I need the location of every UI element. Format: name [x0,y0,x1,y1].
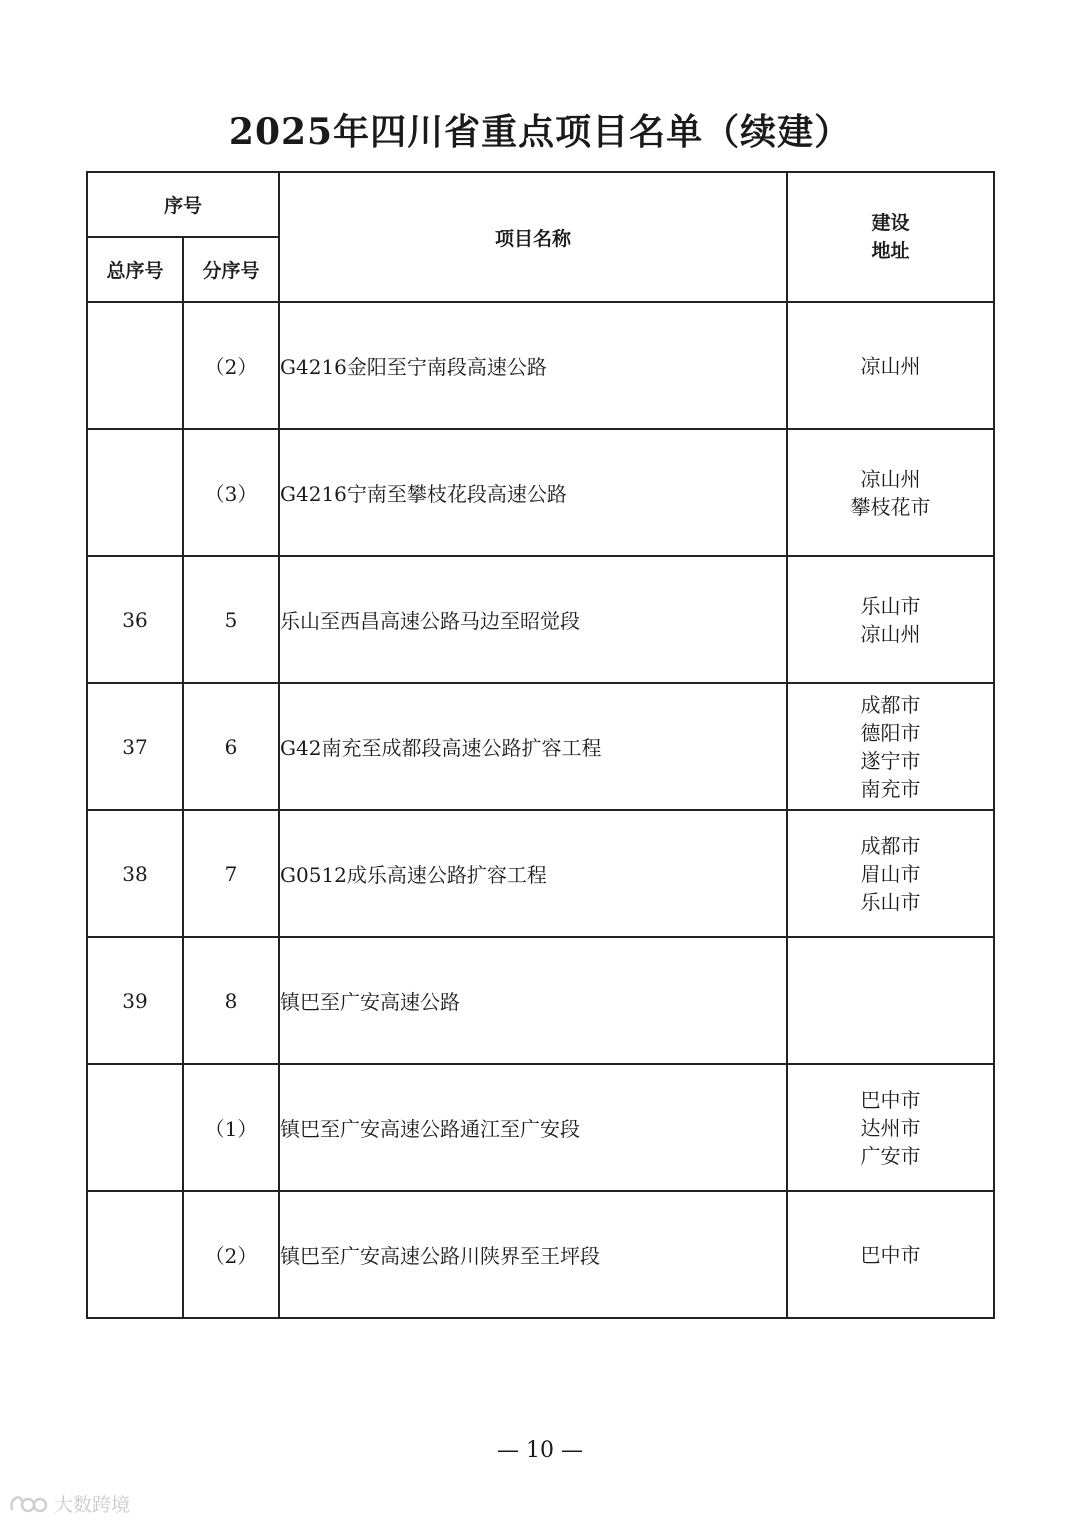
location-cell [787,683,994,810]
location-item: 成都市 [860,833,921,858]
header-location-line2: 地址 [871,240,910,262]
header-location-line1: 建设 [871,212,910,234]
project-name-cell: G42南充至成都段高速公路扩容工程 [279,683,787,810]
location-item: 南充市 [860,776,921,801]
total-seq-cell [87,1191,183,1318]
project-name-cell: 镇巴至广安高速公路通江至广安段 [279,1064,787,1191]
sub-seq-cell: （2） [183,302,279,429]
header-location [787,172,994,302]
watermark-logo-icon [8,1493,48,1515]
table-row [87,1064,994,1191]
location-cell [787,810,994,937]
location-item: 凉山州 [860,353,921,378]
sub-seq-cell: 8 [183,937,279,1064]
table-row [87,683,994,810]
watermark-text: 大数跨境 [54,1494,131,1516]
header-total-seq: 总序号 [87,237,183,302]
location-item: 遂宁市 [860,748,921,773]
project-name-cell: 镇巴至广安高速公路 [279,937,787,1064]
location-item: 德阳市 [860,720,921,745]
watermark [8,1490,130,1517]
table-row [87,556,994,683]
total-seq-cell: 39 [87,937,183,1064]
total-seq-cell [87,1064,183,1191]
sub-seq-cell: （3） [183,429,279,556]
header-project-name: 项目名称 [279,172,787,302]
document-title: 2025年四川省重点项目名单（续建） [228,111,852,153]
total-seq-cell: 37 [87,683,183,810]
table-row [87,937,994,1064]
header-sub-seq: 分序号 [183,237,279,302]
location-item: 达州市 [860,1115,921,1140]
location-item: 巴中市 [860,1087,921,1112]
location-cell [787,937,994,1064]
location-cell [787,429,994,556]
table-body [87,302,994,1318]
sub-seq-cell: （2） [183,1191,279,1318]
total-seq-cell: 38 [87,810,183,937]
location-cell [787,556,994,683]
location-item: 乐山市 [860,889,921,914]
location-cell [787,1064,994,1191]
sub-seq-cell: 5 [183,556,279,683]
sub-seq-cell: （1） [183,1064,279,1191]
project-table [86,171,995,1319]
table-header-row [87,172,994,237]
table-row [87,429,994,556]
location-cell [787,1191,994,1318]
header-seq-group: 序号 [87,172,279,237]
sub-seq-cell: 7 [183,810,279,937]
location-item: 凉山州 [860,621,921,646]
location-item: 巴中市 [860,1242,921,1267]
project-name-cell: 镇巴至广安高速公路川陕界至王坪段 [279,1191,787,1318]
sub-seq-cell: 6 [183,683,279,810]
table-row [87,1191,994,1318]
location-item: 凉山州 [860,466,921,491]
project-name-cell: G0512成乐高速公路扩容工程 [279,810,787,937]
project-name-cell: G4216金阳至宁南段高速公路 [279,302,787,429]
table-row [87,302,994,429]
project-name-cell: 乐山至西昌高速公路马边至昭觉段 [279,556,787,683]
total-seq-cell [87,429,183,556]
location-cell [787,302,994,429]
location-item: 攀枝花市 [850,494,931,519]
table-row [87,810,994,937]
location-item: 眉山市 [860,861,921,886]
location-item: 乐山市 [860,593,921,618]
total-seq-cell: 36 [87,556,183,683]
project-name-cell: G4216宁南至攀枝花段高速公路 [279,429,787,556]
total-seq-cell [87,302,183,429]
page-number: — 10 — [497,1438,583,1463]
location-item: 成都市 [860,692,921,717]
location-item: 广安市 [860,1143,921,1168]
